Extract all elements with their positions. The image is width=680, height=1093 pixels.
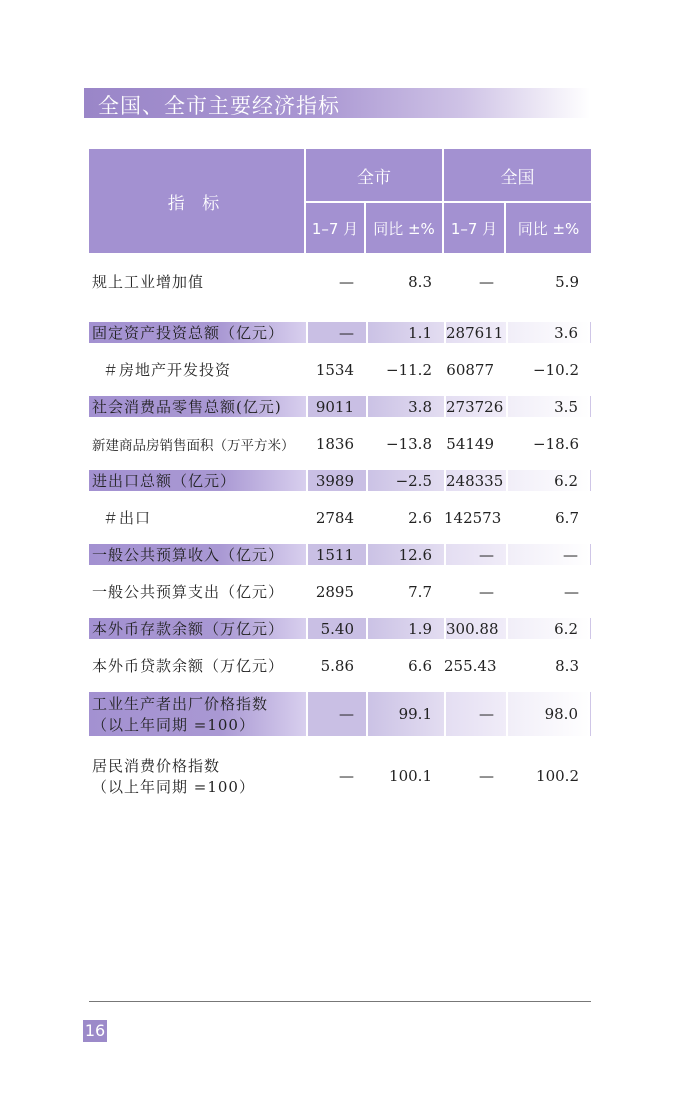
city-yoy: 1.1: [366, 322, 444, 343]
table-row: [89, 639, 591, 692]
city-yoy: 6.6: [408, 656, 432, 675]
header-indicator: 指 标: [89, 149, 306, 255]
national-value: —: [479, 582, 494, 601]
table-row: [89, 618, 591, 639]
row-label-line1: 工业生产者出厂价格指数: [92, 695, 269, 713]
national-value: —: [479, 767, 494, 785]
section-title-bar: [84, 88, 590, 118]
city-yoy: 3.8: [366, 396, 444, 417]
row-label: ＃房地产开发投资: [103, 361, 232, 379]
city-yoy: 2.6: [408, 508, 432, 527]
city-value: 2895: [315, 582, 354, 601]
row-label: [89, 746, 306, 806]
national-value: —: [444, 544, 506, 565]
header-city: 全市: [306, 149, 444, 203]
row-label: 进出口总额（亿元）: [89, 470, 306, 491]
city-yoy: 100.1: [389, 767, 432, 785]
national-yoy: −18.6: [533, 434, 579, 453]
table-row: [89, 544, 591, 565]
city-value: 1534: [315, 360, 354, 379]
row-label: ＃出口: [103, 509, 152, 527]
national-value: —: [479, 272, 494, 291]
city-value: —: [339, 272, 354, 291]
table-row: [89, 746, 591, 806]
national-yoy: 3.5: [506, 396, 591, 417]
national-yoy: —: [506, 544, 591, 565]
city-value: —: [339, 767, 354, 785]
city-yoy: −13.8: [386, 434, 432, 453]
national-yoy: 3.6: [506, 322, 591, 343]
row-label: 本外币贷款余额（万亿元）: [92, 657, 285, 675]
city-value: —: [306, 692, 366, 736]
row-label: [89, 692, 306, 736]
header-city-period: 1–7 月: [306, 203, 366, 255]
table-row: [89, 322, 591, 343]
national-value: 273726: [444, 396, 506, 417]
footer-divider: [89, 1001, 591, 1002]
header-city-yoy: 同比 ±%: [366, 203, 444, 255]
national-yoy: −10.2: [533, 360, 579, 379]
city-value: 9011: [306, 396, 366, 417]
national-yoy: 98.0: [506, 692, 591, 736]
city-value: —: [306, 322, 366, 343]
national-value: 248335: [444, 470, 506, 491]
row-label: 规上工业增加值: [92, 273, 205, 291]
national-yoy: 8.3: [555, 656, 579, 675]
national-value: 287611: [444, 322, 506, 343]
city-value: 1836: [315, 434, 354, 453]
row-label-line1: 居民消费价格指数: [92, 757, 221, 775]
header-national-yoy: 同比 ±%: [506, 203, 591, 255]
table-row: [89, 565, 591, 618]
row-label: 社会消费品零售总额(亿元): [89, 396, 306, 417]
city-value: 3989: [306, 470, 366, 491]
row-label: 本外币存款余额（万亿元）: [89, 618, 306, 639]
row-label-line2: （以上年同期 =100）: [92, 778, 255, 796]
table-row: [89, 692, 591, 736]
national-yoy: 6.7: [555, 508, 579, 527]
header-national-period: 1–7 月: [444, 203, 506, 255]
national-value: 54149: [446, 434, 494, 453]
city-yoy: 7.7: [408, 582, 432, 601]
national-value: 142573: [444, 508, 502, 527]
national-value: —: [444, 692, 506, 736]
city-yoy: 12.6: [366, 544, 444, 565]
row-label: 一般公共预算支出（亿元）: [92, 583, 285, 601]
national-yoy: 6.2: [506, 618, 591, 639]
section-title: 全国、全市主要经济指标: [98, 94, 340, 118]
table-row: [89, 470, 591, 491]
table-row: [89, 417, 591, 470]
economic-indicators-table: [89, 149, 591, 806]
national-yoy: 5.9: [555, 272, 579, 291]
row-label: 一般公共预算收入（亿元）: [89, 544, 306, 565]
national-value: 255.43: [444, 656, 497, 675]
table-row: [89, 396, 591, 417]
table-row: [89, 255, 591, 308]
row-label: 固定资产投资总额（亿元）: [89, 322, 306, 343]
city-value: 1511: [306, 544, 366, 565]
city-value: 5.40: [306, 618, 366, 639]
row-label-line2: （以上年同期 =100）: [92, 716, 255, 734]
city-yoy: 99.1: [366, 692, 444, 736]
city-value: 2784: [315, 508, 354, 527]
national-value: 300.88: [444, 618, 506, 639]
national-yoy: 6.2: [506, 470, 591, 491]
city-yoy: 8.3: [408, 272, 432, 291]
table-row: [89, 343, 591, 396]
city-yoy: 1.9: [366, 618, 444, 639]
row-label: 新建商品房销售面积（万平方米）: [92, 437, 295, 454]
city-yoy: −2.5: [366, 470, 444, 491]
national-yoy: —: [564, 582, 579, 601]
national-yoy: 100.2: [536, 767, 579, 785]
national-value: 60877: [446, 360, 494, 379]
table-row: [89, 491, 591, 544]
page-number: 16: [84, 1021, 106, 1040]
header-national: 全国: [444, 149, 591, 203]
city-yoy: −11.2: [386, 360, 432, 379]
city-value: 5.86: [320, 656, 354, 675]
